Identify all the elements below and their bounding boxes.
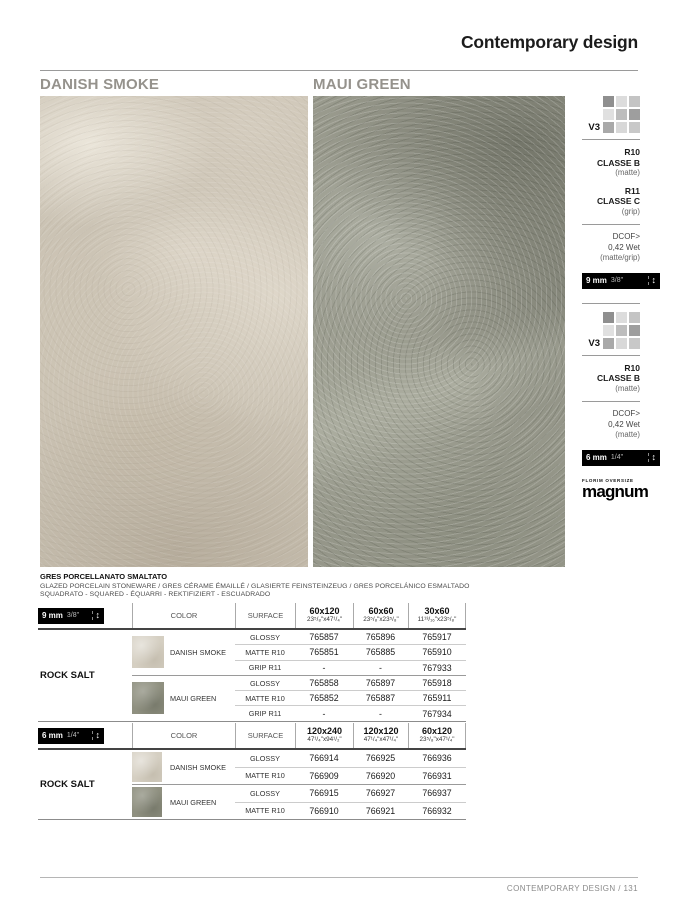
brand-tagline: FLORIM OVERSIZE: [582, 477, 634, 483]
thickness-badge-9mm: 9 mm 3/8" ↕: [38, 608, 104, 624]
product-title-danish-smoke: DANISH SMOKE: [40, 76, 160, 93]
footer-divider: [40, 877, 638, 878]
color-group-danish-smoke: [132, 630, 466, 675]
product-code: -: [322, 708, 326, 719]
shade-variation-row: [582, 96, 640, 133]
product-code: 767934: [422, 708, 452, 719]
product-code: 766925: [365, 753, 396, 764]
color-swatch-maui-green: [132, 787, 162, 817]
product-code: 766914: [309, 753, 339, 764]
series-name: ROCK SALT: [40, 669, 95, 681]
product-code: 766937: [422, 788, 452, 799]
shade-variation-row: [582, 312, 640, 349]
product-code: 765852: [309, 693, 339, 704]
table-row: MATTE R10 766910 766921 766932: [235, 802, 466, 820]
thickness-badge-6mm: 6 mm 1/4" ↕: [582, 450, 660, 466]
product-code: 766936: [422, 753, 452, 764]
product-code: 765918: [422, 678, 452, 689]
divider: [582, 303, 640, 304]
color-group-maui-green: [132, 784, 466, 819]
product-code: 765885: [365, 647, 396, 658]
table-row: GRIP R11 - - 767934: [235, 705, 466, 720]
product-code: 767933: [422, 662, 452, 673]
color-name: DANISH SMOKE: [170, 647, 226, 657]
column-header-color: COLOR: [132, 603, 235, 628]
color-swatch-maui-green: [132, 682, 164, 714]
table-row: GLOSSY 766915 766927 766937: [235, 785, 466, 802]
column-header-size-60x60: 60x60 23⁵/₈"x23⁵/₈": [353, 603, 408, 628]
spec-sidebar: [582, 96, 656, 501]
tile-photo-maui-green: [313, 96, 565, 567]
product-code: 766910: [309, 805, 339, 816]
brand-logo: [582, 477, 649, 501]
material-description: [40, 572, 560, 598]
column-header-size-30x60: 30x60 11¹³/₁₆"x23⁵/₈": [408, 603, 466, 628]
divider: [582, 355, 640, 356]
material-finishing: SQUADRATO - SQUARED - ÉQUARRI - REKTIFIZIERT - ESCUADRADO: [40, 591, 271, 598]
table-row: GLOSSY 765858 765897 765918: [235, 676, 466, 690]
product-code: 765851: [309, 647, 339, 658]
product-code: 765910: [422, 647, 452, 658]
shade-variation-grid-icon: [603, 312, 640, 349]
product-code: 765896: [365, 632, 396, 643]
divider: [582, 139, 640, 140]
shade-variation-label: V3: [588, 122, 600, 133]
product-code: 766915: [309, 788, 339, 799]
slip-rating-r10: R10 CLASSE B (matte): [597, 362, 640, 393]
product-code: 766920: [365, 770, 396, 781]
product-code: 765887: [365, 693, 396, 704]
material-translations: GLAZED PORCELAIN STONEWARE / GRES CÉRAME ÉMAILLÉ / GLASIERTE FEINSTEINZEUG / GRES PORCELÁNICO ESMALTADO: [40, 582, 470, 590]
column-header-size-60x120: 60x120 23⁵/₈"x47¹/₄": [295, 603, 353, 628]
column-header-size-60x120: 60x120 23⁵/₈"x47¹/₄": [408, 723, 466, 748]
product-code: 766932: [422, 805, 452, 816]
thickness-arrow-icon: ↕: [648, 276, 657, 285]
product-code: 766921: [365, 805, 396, 816]
product-code: 765857: [309, 632, 339, 643]
product-code: 765917: [422, 632, 452, 643]
thickness-badge-9mm: 9 mm 3/8" ↕: [582, 273, 660, 289]
slip-rating-r10: R10 CLASSE B (matte): [597, 147, 640, 177]
table-row: GRIP R11 - - 767933: [235, 660, 466, 675]
thickness-arrow-icon: ↕: [648, 453, 657, 462]
thickness-arrow-icon: ↕: [92, 731, 101, 740]
spec-section-6mm: [582, 303, 656, 501]
tile-photo-danish-smoke: [40, 96, 308, 567]
product-code: -: [322, 662, 326, 673]
spec-section-9mm: [582, 96, 656, 289]
color-name: DANISH SMOKE: [170, 762, 226, 772]
shade-variation-label: V3: [588, 337, 600, 349]
product-table-9mm: [38, 603, 466, 722]
shade-variation-grid-icon: [603, 96, 640, 133]
product-table-6mm: [38, 723, 466, 820]
color-swatch-danish-smoke: [132, 752, 162, 782]
slip-rating-r11: R11 CLASSE C (grip): [597, 185, 640, 216]
dcof-rating-6mm: DCOF> 0,42 Wet (matte): [608, 409, 640, 439]
color-group-maui-green: [132, 675, 466, 721]
column-header-size-120x240: 120x240 47¹/₄"x94¹/₂": [295, 723, 353, 748]
table-row: MATTE R10 765851 765885 765910: [235, 644, 466, 659]
color-name: MAUI GREEN: [170, 797, 217, 807]
product-code: 766931: [422, 770, 452, 781]
material-title: GRES PORCELLANATO SMALTATO: [40, 572, 168, 581]
column-header-surface: SURFACE: [235, 603, 295, 628]
table-row: GLOSSY 766914 766925 766936: [235, 750, 466, 767]
divider: [582, 224, 640, 225]
page-title: Contemporary design: [460, 32, 638, 52]
header-divider: [40, 70, 638, 71]
product-code: 765858: [309, 678, 339, 689]
product-code: 766927: [365, 788, 396, 799]
color-group-danish-smoke: [132, 750, 466, 784]
product-code: -: [379, 708, 382, 719]
footer-page-label: CONTEMPORARY DESIGN / 131: [506, 884, 638, 893]
dcof-rating-9mm: DCOF> 0,42 Wet (matte/grip): [600, 232, 640, 262]
product-code: 766909: [309, 770, 339, 781]
table-header: [38, 603, 466, 630]
color-name: MAUI GREEN: [170, 693, 217, 703]
thickness-arrow-icon: ↕: [92, 611, 101, 620]
table-row: MATTE R10 766909 766920 766931: [235, 767, 466, 785]
table-header: [38, 723, 466, 750]
series-name: ROCK SALT: [40, 779, 95, 790]
thickness-badge-6mm: 6 mm 1/4" ↕: [38, 728, 104, 744]
brand-name: magnum: [582, 481, 649, 501]
column-header-color: COLOR: [132, 723, 235, 748]
product-code: 765911: [422, 693, 452, 704]
table-row: GLOSSY 765857 765896 765917: [235, 630, 466, 644]
column-header-size-120x120: 120x120 47¹/₄"x47¹/₄": [353, 723, 408, 748]
product-code: -: [379, 662, 382, 673]
divider: [582, 401, 640, 402]
product-code: 765897: [365, 678, 396, 689]
column-header-surface: SURFACE: [235, 723, 295, 748]
product-title-maui-green: MAUI GREEN: [313, 76, 411, 93]
table-row: MATTE R10 765852 765887 765911: [235, 690, 466, 705]
color-swatch-danish-smoke: [132, 636, 164, 668]
